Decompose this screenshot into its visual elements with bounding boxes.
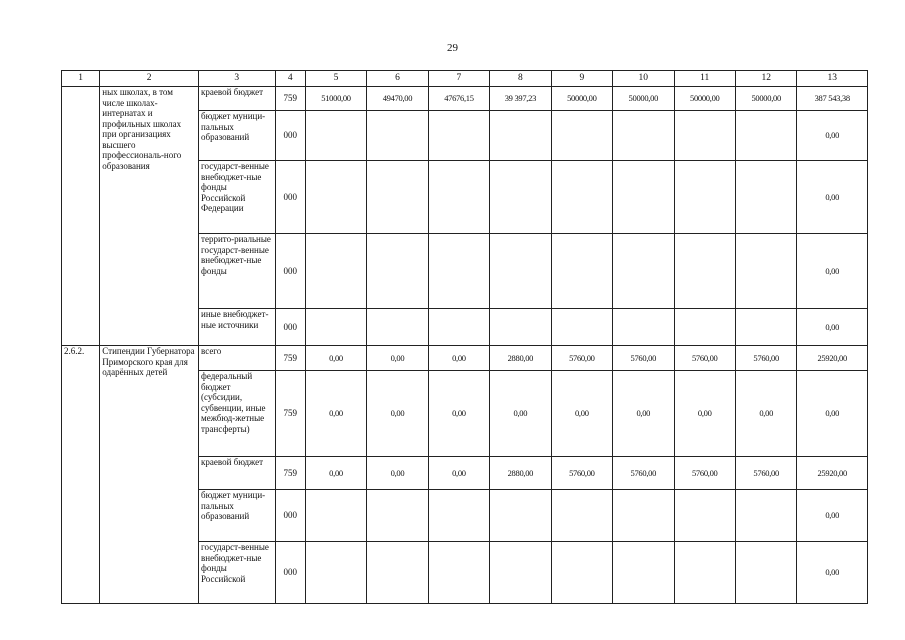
funding-source: краевой бюджет [199, 87, 276, 111]
item-name: Стипендии Губернатора Приморского края для одарённых детей [100, 346, 199, 604]
value-cell: 50000,00 [674, 87, 735, 111]
total-cell: 0,00 [797, 542, 868, 604]
value-cell: 49470,00 [367, 87, 428, 111]
value-cell: 0,00 [367, 457, 428, 490]
funding-source: бюджет муници-пальных образований [199, 111, 276, 161]
budget-code: 000 [275, 111, 305, 161]
value-cell: 0,00 [551, 371, 612, 457]
budget-code: 000 [275, 309, 305, 346]
page-number: 29 [447, 42, 458, 54]
value-cell: 0,00 [735, 371, 796, 457]
funding-source: краевой бюджет [199, 457, 276, 490]
value-cell: 0,00 [305, 371, 366, 457]
header-cell: 1 [62, 71, 100, 87]
value-cell: 50000,00 [735, 87, 796, 111]
funding-source: иные внебюджет-ные источники [199, 309, 276, 346]
value-cell: 50000,00 [613, 87, 674, 111]
header-cell: 7 [428, 71, 489, 87]
header-cell: 11 [674, 71, 735, 87]
value-cell: 0,00 [305, 457, 366, 490]
value-cell: 0,00 [367, 371, 428, 457]
budget-code: 000 [275, 542, 305, 604]
total-cell: 25920,00 [797, 457, 868, 490]
budget-code: 759 [275, 457, 305, 490]
budget-code: 759 [275, 87, 305, 111]
total-cell: 0,00 [797, 490, 868, 542]
header-cell: 5 [305, 71, 366, 87]
header-cell: 4 [275, 71, 305, 87]
total-cell: 0,00 [797, 371, 868, 457]
header-cell: 9 [551, 71, 612, 87]
table-row [62, 346, 868, 371]
budget-code: 759 [275, 371, 305, 457]
value-cell: 50000,00 [551, 87, 612, 111]
value-cell: 47676,15 [428, 87, 489, 111]
value-cell: 5760,00 [613, 457, 674, 490]
header-row [62, 71, 868, 87]
value-cell: 5760,00 [551, 346, 612, 371]
total-cell: 25920,00 [797, 346, 868, 371]
value-cell: 0,00 [428, 346, 489, 371]
value-cell: 5760,00 [551, 457, 612, 490]
value-cell: 5760,00 [674, 457, 735, 490]
budget-code: 000 [275, 234, 305, 309]
item-name: ных школах, в том числе школах-интернатах и профильных школах при организациях высшего профессиональ-ного образования [100, 87, 199, 346]
funding-source: террито-риальные государст-венные внебюджет-ные фонды [199, 234, 276, 309]
value-cell: 0,00 [428, 371, 489, 457]
budget-code: 759 [275, 346, 305, 371]
header-cell: 12 [735, 71, 796, 87]
header-cell: 2 [100, 71, 199, 87]
value-cell: 0,00 [305, 346, 366, 371]
funding-source: федеральный бюджет (субсидии, субвенции, иные межбюд-жетные трансферты) [199, 371, 276, 457]
header-cell: 3 [199, 71, 276, 87]
budget-code: 000 [275, 490, 305, 542]
item-number [62, 87, 100, 346]
funding-source: государст-венные внебюджет-ные фонды Российской [199, 542, 276, 604]
funding-source: государст-венные внебюджет-ные фонды Российской Федерации [199, 161, 276, 234]
header-cell: 10 [613, 71, 674, 87]
header-cell: 6 [367, 71, 428, 87]
header-cell: 13 [797, 71, 868, 87]
value-cell: 2880,00 [490, 346, 551, 371]
funding-source: всего [199, 346, 276, 371]
value-cell: 5760,00 [674, 346, 735, 371]
total-cell: 0,00 [797, 309, 868, 346]
item-number: 2.6.2. [62, 346, 100, 604]
value-cell: 5760,00 [613, 346, 674, 371]
table-row [62, 87, 868, 111]
value-cell: 51000,00 [305, 87, 366, 111]
total-cell: 0,00 [797, 234, 868, 309]
value-cell: 0,00 [428, 457, 489, 490]
value-cell: 0,00 [674, 371, 735, 457]
total-cell: 387 543,38 [797, 87, 868, 111]
funding-source: бюджет муници-пальных образований [199, 490, 276, 542]
value-cell: 0,00 [613, 371, 674, 457]
header-cell: 8 [490, 71, 551, 87]
budget-code: 000 [275, 161, 305, 234]
value-cell: 2880,00 [490, 457, 551, 490]
total-cell: 0,00 [797, 111, 868, 161]
budget-table [61, 70, 868, 604]
value-cell: 39 397,23 [490, 87, 551, 111]
value-cell: 0,00 [367, 346, 428, 371]
total-cell: 0,00 [797, 161, 868, 234]
value-cell: 5760,00 [735, 346, 796, 371]
value-cell: 0,00 [490, 371, 551, 457]
value-cell: 5760,00 [735, 457, 796, 490]
